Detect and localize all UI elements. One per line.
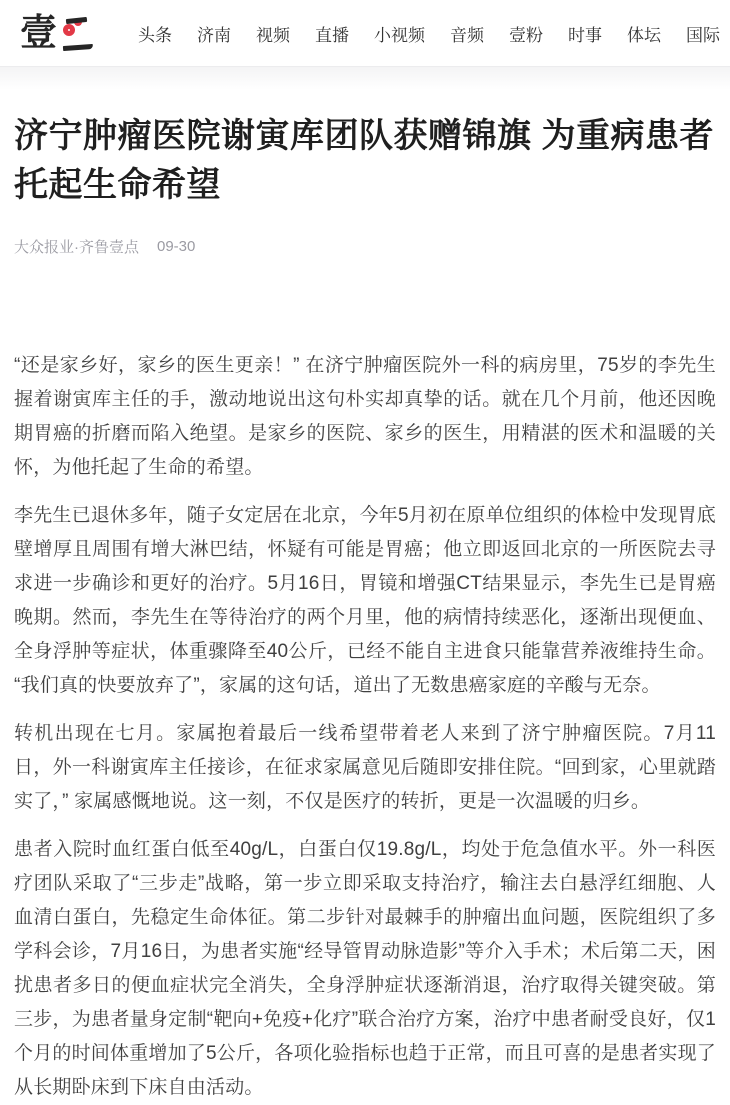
nav-item[interactable]: 国际 [686, 25, 720, 45]
nav-item[interactable]: 济南 [197, 25, 231, 45]
nav-item[interactable]: 时事 [568, 25, 602, 45]
article-paragraph: 李先生已退休多年，随子女定居在北京，今年5月初在原单位组织的体检中发现胃底壁增厚且周围有增大淋巴结，怀疑有可能是胃癌；他立即返回北京的一所医院去寻求进一步确诊和更好的治疗。5月16日，胃镜和增强CT结果显示，李先生已是胃癌晚期。然而，李先生在等待治疗的两个月里，他的病情持续恶化，逐渐出现便血、全身浮肿等症状，体重骤降至40公斤，已经不能自主进食只能靠营养液维持生命。“我们真的快要放弃了”，家属的这句话，道出了无数患癌家庭的辛酸与无奈。 [14, 505, 716, 696]
header-divider [0, 66, 730, 90]
nav-item[interactable]: 壹粉 [509, 25, 543, 45]
article-paragraph: 患者入院时血红蛋白低至40g/L，白蛋白仅19.8g/L，均处于危急值水平。外一科医疗团队采取了“三步走”战略，第一步立即采取支持治疗，输注去白悬浮红细胞、人血清白蛋白，先稳定生命体征。第二步针对最棘手的肿瘤出血问题，医院组织了多学科会诊，7月16日，为患者实施“经导管胃动脉造影”等介入手术；术后第二天，困扰患者多日的便血症状完全消失，全身浮肿症状逐渐消退，治疗取得关键突破。第三步，为患者量身定制“靶向+免疫+化疗”联合治疗方案，治疗中患者耐受良好，仅1个月的时间体重增加了5公斤，各项化验指标也趋于正常，而且可喜的是患者实现了从长期卧床到下床自由活动。 [14, 839, 716, 1098]
article-paragraph: “还是家乡好，家乡的医生更亲！” 在济宁肿瘤医院外一科的病房里，75岁的李先生握着谢寅库主任的手，激动地说出这句朴实却真挚的话。就在几个月前，他还因晚期胃癌的折磨而陷入绝望。是家乡的医院、家乡的医生，用精湛的医术和温暖的关怀，为他托起了生命的希望。 [14, 355, 716, 478]
qilu-yidian-logo[interactable] [20, 13, 98, 53]
nav-item[interactable]: 头条 [138, 25, 172, 45]
nav-item[interactable]: 音频 [450, 25, 484, 45]
logo-dian-bottom-stroke [63, 44, 93, 51]
top-nav [138, 21, 720, 46]
article-source: 大众报业·齐鲁壹点 [14, 239, 139, 256]
logo-dian-top-stroke [66, 17, 87, 24]
nav-item[interactable]: 直播 [315, 25, 349, 45]
logo-dian-ring [63, 24, 75, 36]
article-meta [14, 236, 716, 257]
logo-yi-character: 壹 [20, 11, 57, 54]
article-page [0, 112, 730, 1105]
logo-dian-icon [63, 13, 95, 53]
nav-item[interactable]: 视频 [256, 25, 290, 45]
article-paragraph: 转机出现在七月。家属抱着最后一线希望带着老人来到了济宁肿瘤医院。7月11日，外一科谢寅库主任接诊，在征求家属意见后随即安排住院。“回到家，心里就踏实了，” 家属感慨地说。这一刻，不仅是医疗的转折，更是一次温暖的归乡。 [14, 723, 716, 812]
nav-item[interactable]: 体坛 [627, 25, 661, 45]
article-date: 09-30 [157, 238, 196, 255]
nav-item[interactable]: 小视频 [374, 25, 425, 45]
article-title: 济宁肿瘤医院谢寅库团队获赠锦旗 为重病患者托起生命希望 [14, 117, 714, 204]
top-nav-bar [0, 0, 730, 66]
article-body [14, 349, 716, 1105]
